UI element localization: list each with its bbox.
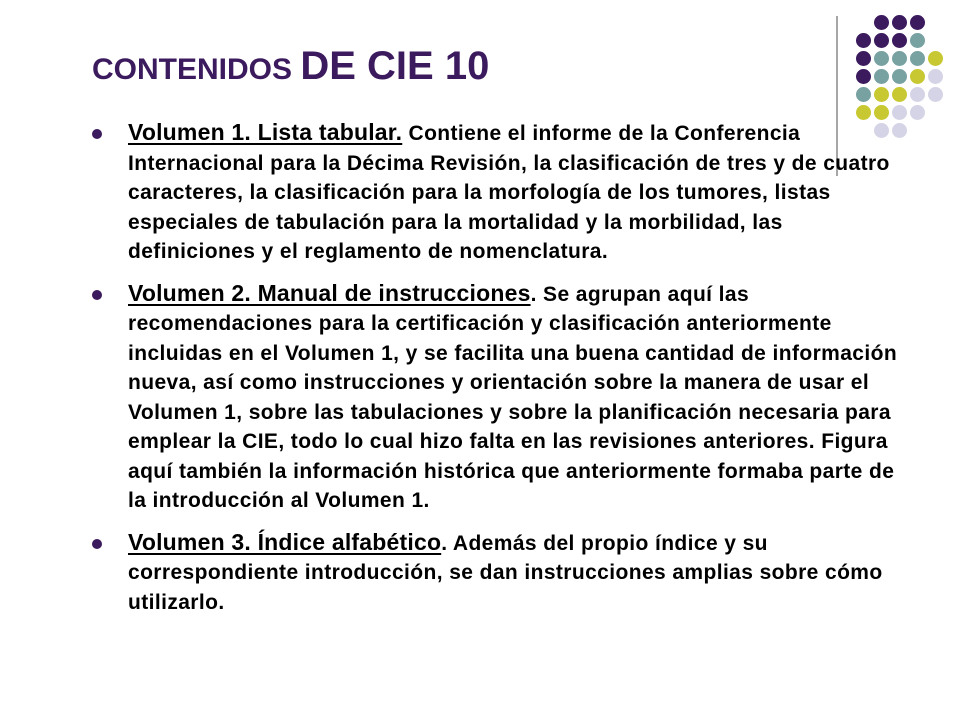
decorative-dot	[856, 33, 871, 48]
bullet-item-body: . Se agrupan aquí las recomendaciones para la certificación y clasificación anteriormente incluidas en el Volumen 1, y se facilita una buena cantidad de información nueva, así como instrucciones y orientación sobre la manera de usar el Volumen 1, sobre las tabulaciones y sobre la planificación necesaria para emplear la CIE, todo lo cual hizo falta en las revisiones anteriores. Figura aquí también la información histórica que anteriormente formaba parte de la introducción al Volumen 1.	[128, 282, 898, 512]
bullet-item-heading: Volumen 3. Índice alfabético	[128, 528, 442, 555]
bullet-item-volumen-3	[92, 528, 912, 618]
decorative-dot	[892, 15, 907, 30]
decorative-dot	[874, 33, 889, 48]
decorative-dot	[856, 51, 871, 66]
bullet-item-heading: Volumen 1. Lista tabular.	[128, 119, 403, 145]
bullet-item-heading: Volumen 2. Manual de instrucciones	[128, 279, 531, 306]
decorative-dot	[910, 15, 925, 30]
decorative-dot	[910, 33, 925, 48]
title-part-1: CONTENIDOS	[92, 53, 301, 86]
decorative-dot	[910, 105, 925, 120]
bullet-dot-icon	[92, 290, 102, 300]
bullet-dot-icon	[92, 129, 102, 139]
decorative-dot	[856, 69, 871, 84]
bullet-item-body: . Además del propio índice y su correspondiente introducción, se dan instrucciones amplias sobre cómo utilizarlo.	[128, 531, 883, 614]
decorative-dot	[874, 15, 889, 30]
decorative-dot	[892, 87, 907, 102]
decorative-dot	[874, 51, 889, 66]
bullet-dot-icon	[92, 539, 102, 549]
decorative-dot	[910, 51, 925, 66]
decorative-dot	[928, 87, 943, 102]
bullet-item-body: Contiene el informe de la Conferencia Internacional para la Décima Revisión, la clasificación de tres y de cuatro caracteres, la clasificación para la morfología de los tumores, listas especiales de tabulación para la mortalidad y la morbilidad, las definiciones y el reglamento de nomenclatura.	[128, 122, 890, 263]
title-part-2: DE CIE 10	[300, 44, 490, 88]
bullet-item-volumen-1	[92, 118, 912, 267]
decorative-dot	[910, 87, 925, 102]
decorative-dot	[892, 33, 907, 48]
decorative-dot	[910, 69, 925, 84]
decorative-dot	[928, 69, 943, 84]
decorative-dot	[856, 87, 871, 102]
decorative-dot	[892, 69, 907, 84]
bullet-item-volumen-2	[92, 279, 912, 516]
decorative-dot	[874, 87, 889, 102]
bullet-list	[92, 118, 912, 629]
decorative-dot	[892, 51, 907, 66]
decorative-dot	[874, 69, 889, 84]
decorative-dot	[928, 51, 943, 66]
